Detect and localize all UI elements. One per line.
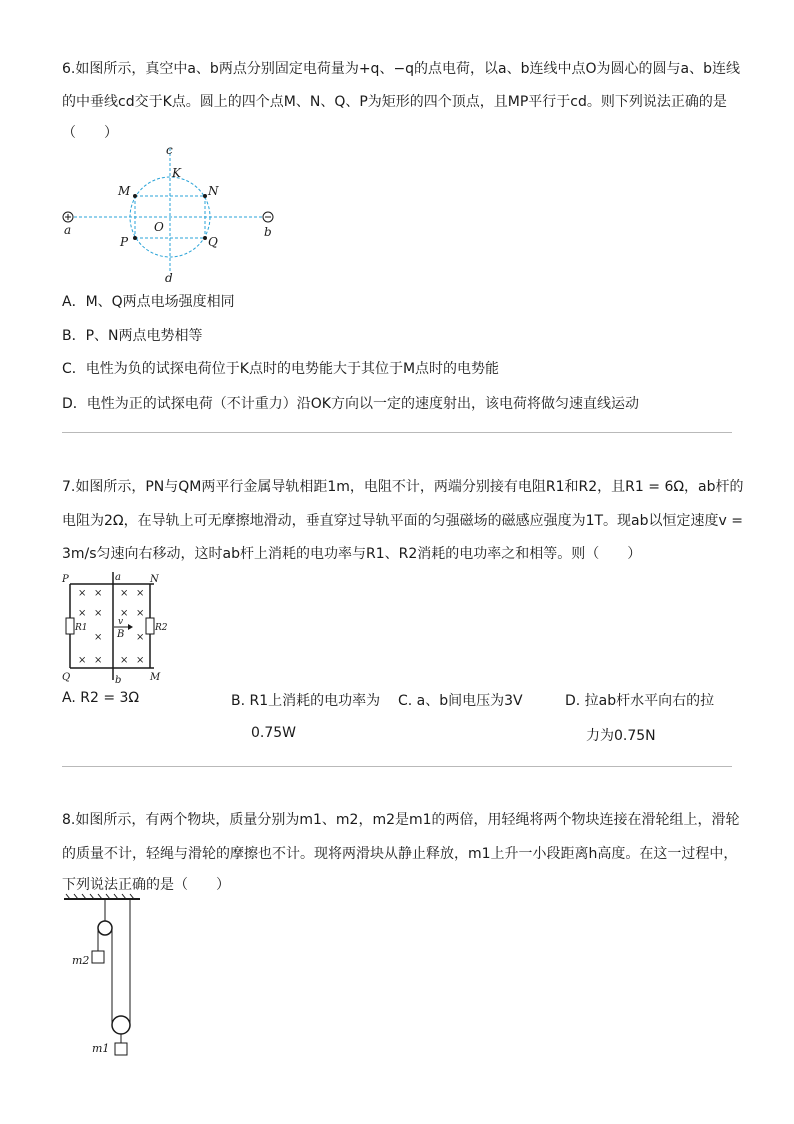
label-m1: m1 <box>92 1042 110 1055</box>
svg-text:M: M <box>150 672 161 683</box>
svg-text:R2: R2 <box>155 623 168 633</box>
label-O: O <box>154 220 164 234</box>
q6-option-b[interactable]: B．P、N两点电势相等 <box>62 328 203 344</box>
q8-pulley-figure <box>60 893 150 1063</box>
svg-text:×: × <box>94 655 103 666</box>
q6-answer-blank: （ ） <box>62 125 118 141</box>
svg-text:×: × <box>78 608 87 619</box>
svg-text:×: × <box>78 588 87 599</box>
q8-text-line3: 下列说法正确的是（ ） <box>62 877 230 893</box>
svg-text:×: × <box>94 588 103 599</box>
label-d: d <box>165 271 173 285</box>
label-c: c <box>166 143 173 157</box>
svg-text:×: × <box>136 655 145 666</box>
svg-text:×: × <box>136 608 145 619</box>
label-a: a <box>64 223 72 237</box>
svg-text:a: a <box>115 572 121 583</box>
q7-option-d-line2[interactable]: 力为0.75N <box>586 728 656 744</box>
svg-text:×: × <box>120 608 129 619</box>
separator-1 <box>62 432 732 433</box>
svg-text:×: × <box>94 632 103 643</box>
q6-text-line2: 的中垂线cd交于K点。圆上的四个点M、N、Q、P为矩形的四个顶点，且MP平行于cd。则下列说法正确的是 <box>62 94 727 110</box>
q6-electric-field-figure <box>58 140 288 290</box>
fixed-pulley-icon <box>98 921 112 935</box>
svg-text:×: × <box>94 608 103 619</box>
svg-text:v: v <box>118 617 124 627</box>
svg-text:R1: R1 <box>75 623 88 633</box>
svg-text:×: × <box>136 588 145 599</box>
svg-text:B: B <box>117 629 125 640</box>
q8-text-line1: 8.如图所示，有两个物块，质量分别为m1、m2，m2是m1的两倍，用轻绳将两个物块连接在滑轮组上，滑轮 <box>62 812 740 828</box>
label-m2: m2 <box>72 954 90 967</box>
svg-text:×: × <box>120 655 129 666</box>
block-m1 <box>115 1043 127 1055</box>
block-m2 <box>92 951 104 963</box>
q7-text-line2: 电阻为2Ω，在导轨上可无摩擦地滑动，垂直穿过导轨平面的匀强磁场的磁感应强度为1T。现ab以恒定速度v = <box>62 513 743 529</box>
svg-text:P: P <box>62 574 69 585</box>
q7-option-b-line2[interactable]: 0.75W <box>251 725 297 741</box>
label-b: b <box>264 225 272 239</box>
q7-option-d-line1[interactable]: D. 拉ab杆水平向右的拉 <box>565 693 715 709</box>
svg-text:×: × <box>78 655 87 666</box>
label-P: P <box>120 235 129 249</box>
separator-2 <box>62 766 732 767</box>
q8-text-line2: 的质量不计，轻绳与滑轮的摩擦也不计。现将两滑块从静止释放，m1上升一小段距离h高度。在这一过程中， <box>62 846 738 862</box>
q7-text-line3: 3m/s匀速向右移动，这时ab杆上消耗的电功率与R1、R2消耗的电功率之和相等。则（ ） <box>62 546 642 562</box>
q6-option-c[interactable]: C．电性为负的试探电荷位于K点时的电势能大于其位于M点时的电势能 <box>62 361 500 377</box>
q7-option-a[interactable]: A. R2 = 3Ω <box>62 690 140 706</box>
movable-pulley-icon <box>112 1016 130 1034</box>
q7-circuit-figure <box>58 570 178 685</box>
q6-option-d[interactable]: D．电性为正的试探电荷（不计重力）沿OK方向以一定的速度射出，该电荷将做匀速直线运动 <box>62 396 639 412</box>
q7-option-b-line1[interactable]: B. R1上消耗的电功率为 <box>231 693 381 709</box>
svg-text:N: N <box>150 574 159 585</box>
q6-option-a[interactable]: A．M、Q两点电场强度相同 <box>62 294 235 310</box>
q7-option-c[interactable]: C. a、b间电压为3V <box>398 693 523 709</box>
label-N: N <box>208 184 219 198</box>
label-Q: Q <box>208 235 218 249</box>
svg-text:Q: Q <box>62 672 71 683</box>
svg-text:×: × <box>136 632 145 643</box>
label-K: K <box>172 166 181 180</box>
label-M: M <box>118 184 131 198</box>
q7-text-line1: 7.如图所示，PN与QM两平行金属导轨相距1m，电阻不计，两端分别接有电阻R1和R2，且R1 = 6Ω，ab杆的 <box>62 479 744 495</box>
q6-text-line1: 6.如图所示，真空中a、b两点分别固定电荷量为+q、−q的点电荷，以a、b连线中点O为圆心的圆与a、b连线 <box>62 61 741 77</box>
svg-text:×: × <box>120 588 129 599</box>
svg-text:b: b <box>115 675 122 685</box>
